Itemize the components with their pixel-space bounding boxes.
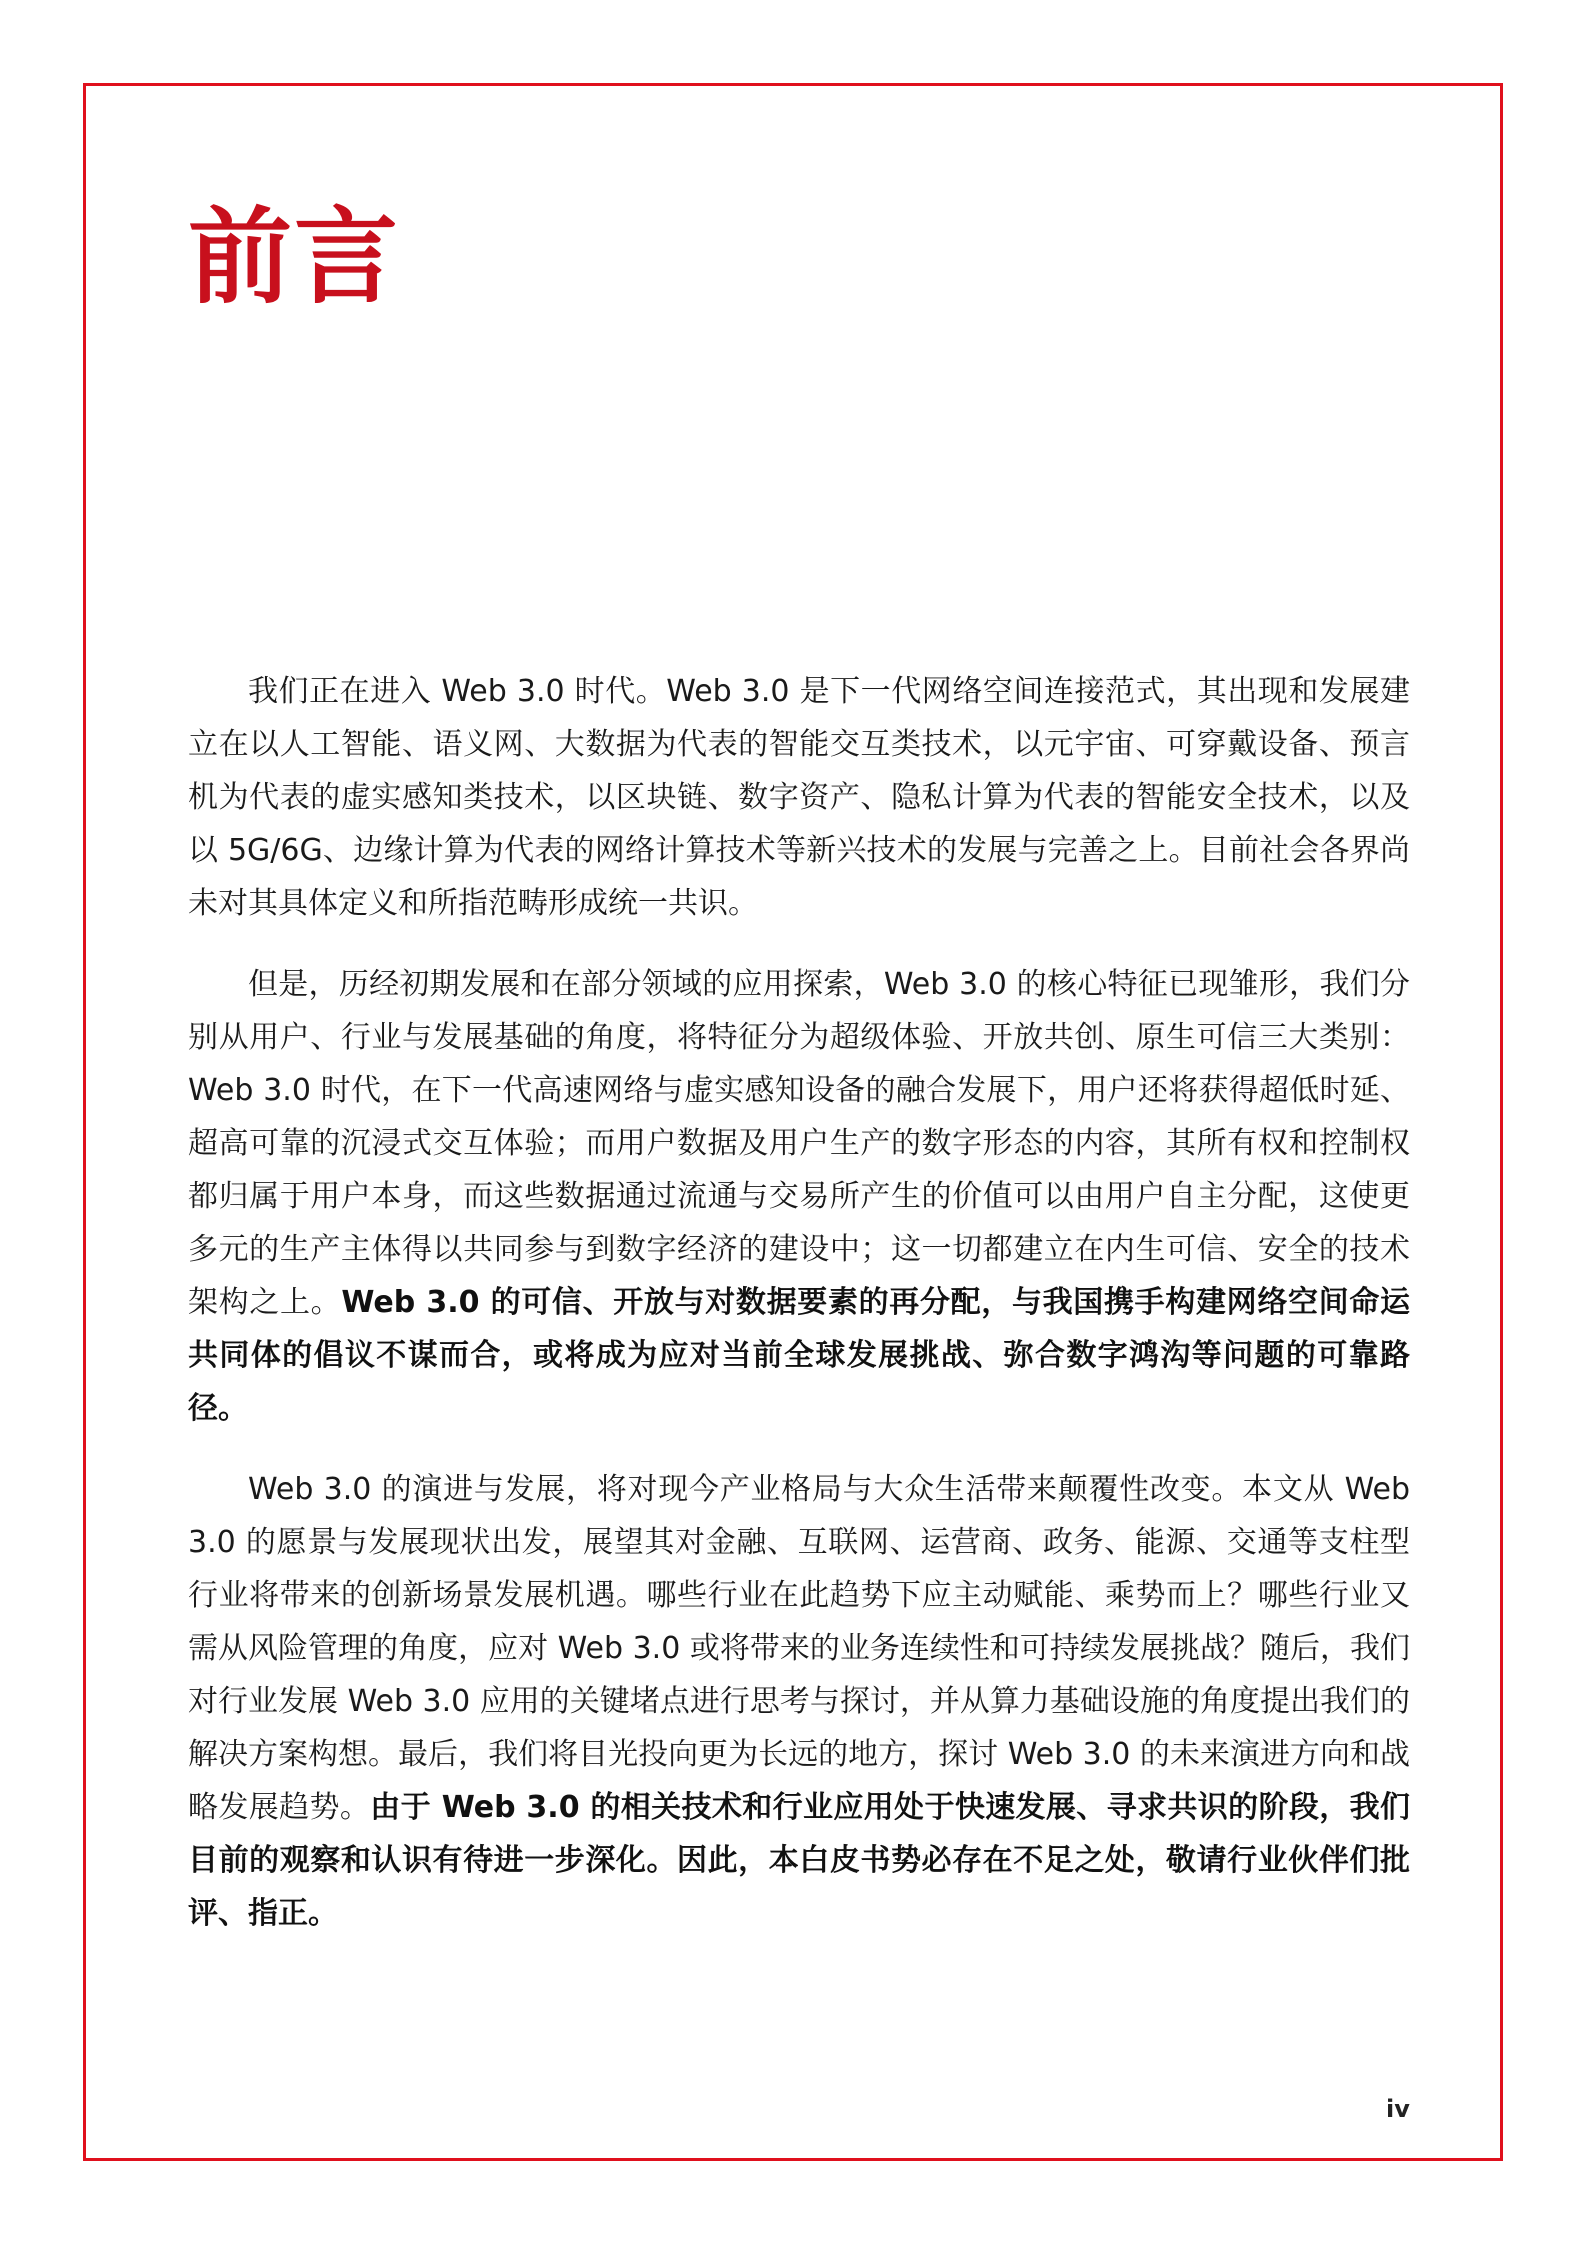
preface-body bbox=[188, 665, 1410, 1968]
paragraph-3-text: Web 3.0 的演进与发展，将对现今产业格局与大众生活带来颠覆性改变。本文从 Web 3.0 的愿景与发展现状出发，展望其对金融、互联网、运营商、政务、能源、交通等支柱型行业将带来的创新场景发展机遇。哪些行业在此趋势下应主动赋能、乘势而上？哪些行业又需从风险管理的角度，应对 Web 3.0 或将带来的业务连续性和可持续发展挑战？随后，我们对行业发展 Web 3.0 应用的关键堵点进行思考与探讨，并从算力基础设施的角度提出我们的解决方案构想。最后，我们将目光投向更为长远的地方，探讨 Web 3.0 的未来演进方向和战略发展趋势。 bbox=[188, 1472, 1410, 1825]
paragraph-1 bbox=[188, 665, 1410, 930]
paragraph-2-bold-text: Web 3.0 的可信、开放与对数据要素的再分配，与我国携手构建网络空间命运共同体的倡议不谋而合，或将成为应对当前全球发展挑战、弥合数字鸿沟等问题的可靠路径。 bbox=[188, 1285, 1411, 1426]
paragraph-2-text: 但是，历经初期发展和在部分领域的应用探索，Web 3.0 的核心特征已现雏形，我们分别从用户、行业与发展基础的角度，将特征分为超级体验、开放共创、原生可信三大类别：Web 3.0 时代，在下一代高速网络与虚实感知设备的融合发展下，用户还将获得超低时延、超高可靠的沉浸式交互体验；而用户数据及用户生产的数字形态的内容，其所有权和控制权都归属于用户本身，而这些数据通过流通与交易所产生的价值可以由用户自主分配，这使更多元的生产主体得以共同参与到数字经济的建设中；这一切都建立在内生可信、安全的技术架构之上。 bbox=[188, 967, 1410, 1320]
page-number: iv bbox=[1386, 2095, 1410, 2123]
paragraph-3 bbox=[188, 1463, 1410, 1940]
page-title: 前言 bbox=[188, 196, 401, 318]
paragraph-1-text: 我们正在进入 Web 3.0 时代。Web 3.0 是下一代网络空间连接范式，其出现和发展建立在以人工智能、语义网、大数据为代表的智能交互类技术，以元宇宙、可穿戴设备、预言机为代表的虚实感知类技术，以区块链、数字资产、隐私计算为代表的智能安全技术，以及以 5G/6G、边缘计算为代表的网络计算技术等新兴技术的发展与完善之上。目前社会各界尚未对其具体定义和所指范畴形成统一共识。 bbox=[188, 674, 1410, 921]
paragraph-3-bold-text: 由于 Web 3.0 的相关技术和行业应用处于快速发展、寻求共识的阶段，我们目前的观察和认识有待进一步深化。因此，本白皮书势必存在不足之处，敬请行业伙伴们批评、指正。 bbox=[188, 1790, 1410, 1931]
paragraph-2 bbox=[188, 958, 1410, 1435]
